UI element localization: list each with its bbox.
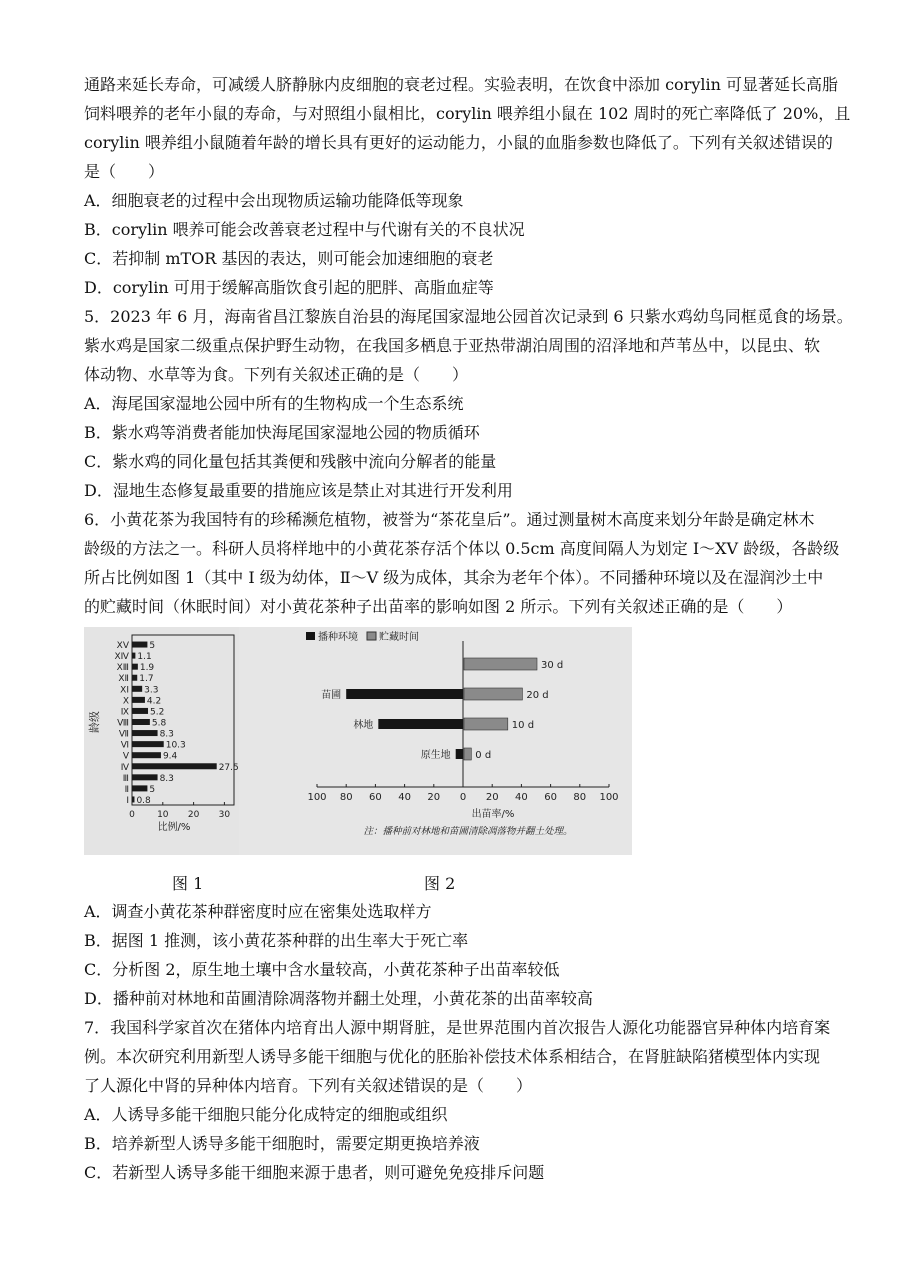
option: B．培养新型人诱导多能干细胞时，需要定期更换培养液 <box>84 1134 480 1153</box>
data-label: 10.3 <box>165 740 186 751</box>
chart-note: 注：播种前对林地和苗圃清除凋落物并翻土处理。 <box>363 826 573 837</box>
text-line: 5．2023 年 6 月，海南省昌江黎族自治县的海尾国家湿地公园首次记录到 6 只紫水鸡幼鸟同框觅食的场景。 <box>84 307 853 326</box>
bar <box>132 708 148 714</box>
text-line: 龄级的方法之一。科研人员将样地中的小黄花茶存活个体以 0.5cm 高度间隔人为划定 Ⅰ～XV 龄级，各龄级 <box>84 539 840 558</box>
bar <box>132 642 147 648</box>
data-label: 8.3 <box>159 773 174 784</box>
text-line: 是（ ） <box>84 162 165 181</box>
x-tick-label: 20 <box>485 792 499 803</box>
y-tick-label: ⅩⅠ <box>120 685 129 696</box>
text-line: 6．小黄花茶为我国特有的珍稀濒危植物，被誉为“茶花皇后”。通过测量树木高度来划分年龄是确定林木 <box>84 510 815 529</box>
bar <box>132 697 145 703</box>
data-label: 9.4 <box>162 751 178 762</box>
bar <box>132 796 134 802</box>
option: D．corylin 可用于缓解高脂饮食引起的肥胖、高脂血症等 <box>84 278 494 297</box>
sowing-label: 苗圃 <box>321 690 342 701</box>
storage-bar <box>464 688 522 700</box>
bar <box>132 686 142 692</box>
option: A．海尾国家湿地公园中所有的生物构成一个生态系统 <box>84 394 464 413</box>
x-tick-label: 40 <box>515 792 528 803</box>
option: A．细胞衰老的过程中会出现物质运输功能降低等现象 <box>84 191 464 210</box>
bar <box>132 785 147 791</box>
data-label: 5 <box>149 641 156 652</box>
text-line: 紫水鸡是国家二级重点保护野生动物，在我国多栖息于亚热带湖泊周围的沼泽地和芦苇丛中，以昆虫、软 <box>84 336 821 355</box>
x-tick-label: 100 <box>599 792 619 803</box>
bar <box>132 730 158 736</box>
storage-label: 20 d <box>526 690 549 701</box>
option: C．若抑制 mTOR 基因的表达，则可能会加速细胞的衰老 <box>84 249 494 268</box>
x-tick-label: 0 <box>129 810 135 820</box>
bar <box>132 774 158 780</box>
y-tick-label: Ⅱ <box>124 784 129 795</box>
y-tick-label: Ⅵ <box>120 740 129 751</box>
y-tick-label: Ⅶ <box>118 729 129 740</box>
data-label: 8.3 <box>159 729 174 740</box>
y-tick-label: Ⅳ <box>120 762 129 773</box>
legend-label: 贮藏时间 <box>379 632 419 643</box>
sowing-bar <box>346 689 463 699</box>
age-class-chart <box>84 627 239 855</box>
figure-2-caption: 图 2 <box>424 874 456 893</box>
data-label: 4.2 <box>146 696 162 707</box>
data-label: 5.2 <box>150 707 165 718</box>
x-tick-label: 10 <box>157 810 169 820</box>
legend-label: 播种环境 <box>318 632 358 643</box>
y-tick-label: Ⅸ <box>120 707 129 718</box>
text-line: corylin 喂养组小鼠随着年龄的增长具有更好的运动能力，小鼠的血脂参数也降低了。下列有关叙述错误的 <box>84 133 833 152</box>
data-label: 27.5 <box>218 762 239 773</box>
q7-stem <box>84 1013 844 1100</box>
y-tick-label: Ⅷ <box>117 718 129 729</box>
x-axis-title: 出苗率/% <box>471 809 515 820</box>
data-label: 1.7 <box>139 674 154 685</box>
option: A．调查小黄花茶种群密度时应在密集处选取样方 <box>84 902 432 921</box>
text-line: 例。本次研究利用新型人诱导多能干细胞与优化的胚胎补偿技术体系相结合，在肾脏缺陷猪模型体内实现 <box>84 1047 821 1066</box>
y-tick-label: ⅩⅣ <box>114 652 129 663</box>
option: C．若新型人诱导多能干细胞来源于患者，则可避免免疫排斥问题 <box>84 1163 545 1182</box>
x-tick-label: 80 <box>339 792 353 803</box>
bar <box>132 675 137 681</box>
q7-options <box>84 1100 844 1187</box>
y-tick-label: Ⅹ <box>122 696 129 707</box>
text-line: 7．我国科学家首次在猪体内培育出人源中期肾脏，是世界范围内首次报告人源化功能器官异种体内培育案 <box>84 1018 831 1037</box>
x-tick-label: 20 <box>427 792 441 803</box>
y-axis-title: 龄级 <box>88 711 101 733</box>
option: D．播种前对林地和苗圃清除凋落物并翻土处理，小黄花茶的出苗率较高 <box>84 989 593 1008</box>
option: A．人诱导多能干细胞只能分化成特定的细胞或组织 <box>84 1105 448 1124</box>
legend-swatch <box>306 632 315 640</box>
data-label: 0.8 <box>136 795 151 806</box>
data-label: 1.9 <box>139 663 155 674</box>
q6-stem <box>84 505 844 621</box>
option: C．分析图 2，原生地土壤中含水量较高，小黄花茶种子出苗率较低 <box>84 960 560 979</box>
sowing-label: 林地 <box>353 720 374 731</box>
x-tick-label: 100 <box>307 792 327 803</box>
exam-page <box>84 70 853 1187</box>
q4-stem <box>84 70 851 186</box>
sowing-label: 原生地 <box>420 750 451 761</box>
bar <box>132 653 135 659</box>
x-axis-title: 比例/% <box>157 822 191 833</box>
option: B．corylin 喂养可能会改善衰老过程中与代谢有关的不良状况 <box>84 220 525 239</box>
x-tick-label: 60 <box>369 792 382 803</box>
q6-options <box>84 897 844 1013</box>
y-tick-label: ⅩⅡ <box>118 674 129 685</box>
option: B．紫水鸡等消费者能加快海尾国家湿地公园的物质循环 <box>84 423 480 442</box>
y-tick-label: Ⅴ <box>122 751 129 762</box>
q4-options <box>84 186 844 302</box>
legend-swatch <box>367 632 376 640</box>
text-line: 的贮藏时间（休眠时间）对小黄花茶种子出苗率的影响如图 2 所示。下列有关叙述正确的是（ ） <box>84 597 793 616</box>
storage-bar <box>464 658 537 670</box>
bar <box>132 719 150 725</box>
text-line: 通路来延长寿命，可减缓人脐静脉内皮细胞的衰老过程。实验表明，在饮食中添加 corylin 可显著延长高脂 <box>84 75 838 94</box>
x-tick-label: 60 <box>544 792 557 803</box>
storage-label: 0 d <box>475 750 492 761</box>
data-label: 5.8 <box>151 718 167 729</box>
data-label: 5 <box>149 784 156 795</box>
y-tick-label: ⅩⅤ <box>116 641 129 652</box>
storage-label: 30 d <box>541 660 564 671</box>
x-tick-label: 0 <box>459 792 467 803</box>
bar <box>132 752 161 758</box>
storage-label: 10 d <box>511 720 535 731</box>
figure-1 <box>84 627 239 855</box>
option: C．紫水鸡的同化量包括其粪便和残骸中流向分解者的能量 <box>84 452 497 471</box>
storage-bar <box>464 718 508 730</box>
text-line: 饲料喂养的老年小鼠的寿命，与对照组小鼠相比，corylin 喂养组小鼠在 102 周时的死亡率降低了 20%，且 <box>84 104 851 123</box>
x-tick-label: 20 <box>187 810 200 820</box>
q5-stem <box>84 302 853 389</box>
text-line: 了人源化中肾的异种体内培育。下列有关叙述错误的是（ ） <box>84 1076 533 1095</box>
y-tick-label: Ⅲ <box>122 773 129 784</box>
bar <box>132 741 164 747</box>
y-tick-label: ⅩⅢ <box>116 663 129 674</box>
data-label: 1.1 <box>137 652 152 663</box>
option: B．据图 1 推测，该小黄花茶种群的出生率大于死亡率 <box>84 931 469 950</box>
sowing-bar <box>378 719 463 729</box>
figure-1-caption: 图 1 <box>172 874 204 893</box>
text-line: 体动物、水草等为食。下列有关叙述正确的是（ ） <box>84 365 469 384</box>
figure-2 <box>239 627 632 855</box>
y-tick-label: Ⅰ <box>126 795 129 806</box>
option: D．湿地生态修复最重要的措施应该是禁止对其进行开发利用 <box>84 481 513 500</box>
data-label: 3.3 <box>144 685 159 696</box>
x-tick-label: 30 <box>218 810 231 820</box>
x-tick-label: 40 <box>398 792 411 803</box>
x-tick-label: 80 <box>573 792 587 803</box>
figures <box>84 627 844 867</box>
storage-bar <box>464 748 471 760</box>
emergence-rate-chart <box>239 627 632 855</box>
bar <box>132 664 138 670</box>
q5-options <box>84 389 844 505</box>
bar <box>132 763 217 769</box>
sowing-bar <box>456 749 463 759</box>
text-line: 所占比例如图 1（其中 Ⅰ 级为幼体，Ⅱ～Ⅴ 级为成体，其余为老年个体）。不同播种环境以及在湿润沙土中 <box>84 568 824 587</box>
